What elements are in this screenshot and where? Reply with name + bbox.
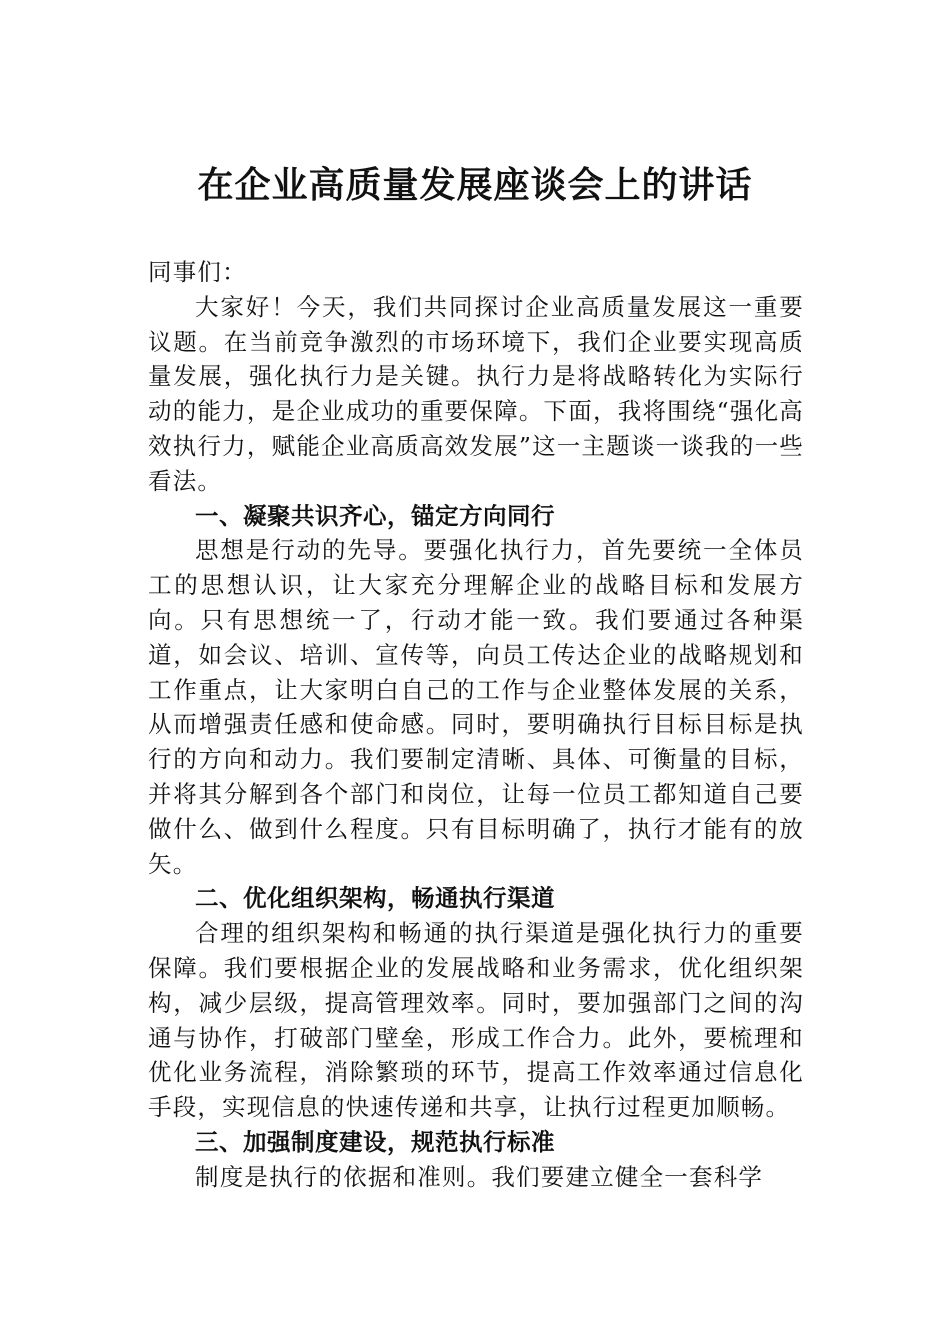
document-body	[148, 255, 804, 1195]
section-heading-2: 二、优化组织架构，畅通执行渠道	[195, 884, 555, 913]
intro-paragraph: 大家好！今天，我们共同探讨企业高质量发展这一重要议题。在当前竞争激烈的市场环境下，我们企业要实现高质量发展，强化执行力是关键。执行力是将战略转化为实际行动的能力，是企业成功的重要保障。下面，我将围绕“强化高效执行力，赋能企业高质高效发展”这一主题谈一谈我的一些看法。	[148, 292, 804, 495]
section-paragraph-2: 合理的组织架构和畅通的执行渠道是强化执行力的重要保障。我们要根据企业的发展战略和业务需求，优化组织架构，减少层级，提高管理效率。同时，要加强部门之间的沟通与协作，打破部门壁垒，形成工作合力。此外，要梳理和优化业务流程，消除繁琐的环节，提高工作效率通过信息化手段，实现信息的快速传递和共享，让执行过程更加顺畅。	[148, 919, 804, 1122]
salutation: 同事们：	[148, 258, 247, 286]
section-heading-1: 一、凝聚共识齐心，锚定方向同行	[195, 501, 555, 530]
section-heading-3: 三、加强制度建设，规范执行标准	[195, 1127, 555, 1156]
section-paragraph-1: 思想是行动的先导。要强化执行力，首先要统一全体员工的思想认识，让大家充分理解企业的战略目标和发展方向。只有思想统一了，行动才能一致。我们要通过各种渠道，如会议、培训、宣传等，向员工传达企业的战略规划和工作重点，让大家明白自己的工作与企业整体发展的关系，从而增强责任感和使命感。同时，要明确执行目标目标是执行的方向和动力。我们要制定清晰、具体、可衡量的目标，并将其分解到各个部门和岗位，让每一位员工都知道自己要做什么、做到什么程度。只有目标明确了，执行才能有的放矢。	[148, 536, 804, 878]
section-paragraph-3: 制度是执行的依据和准则。我们要建立健全一套科学	[195, 1162, 764, 1191]
document-title: 在企业高质量发展座谈会上的讲话	[197, 164, 753, 206]
